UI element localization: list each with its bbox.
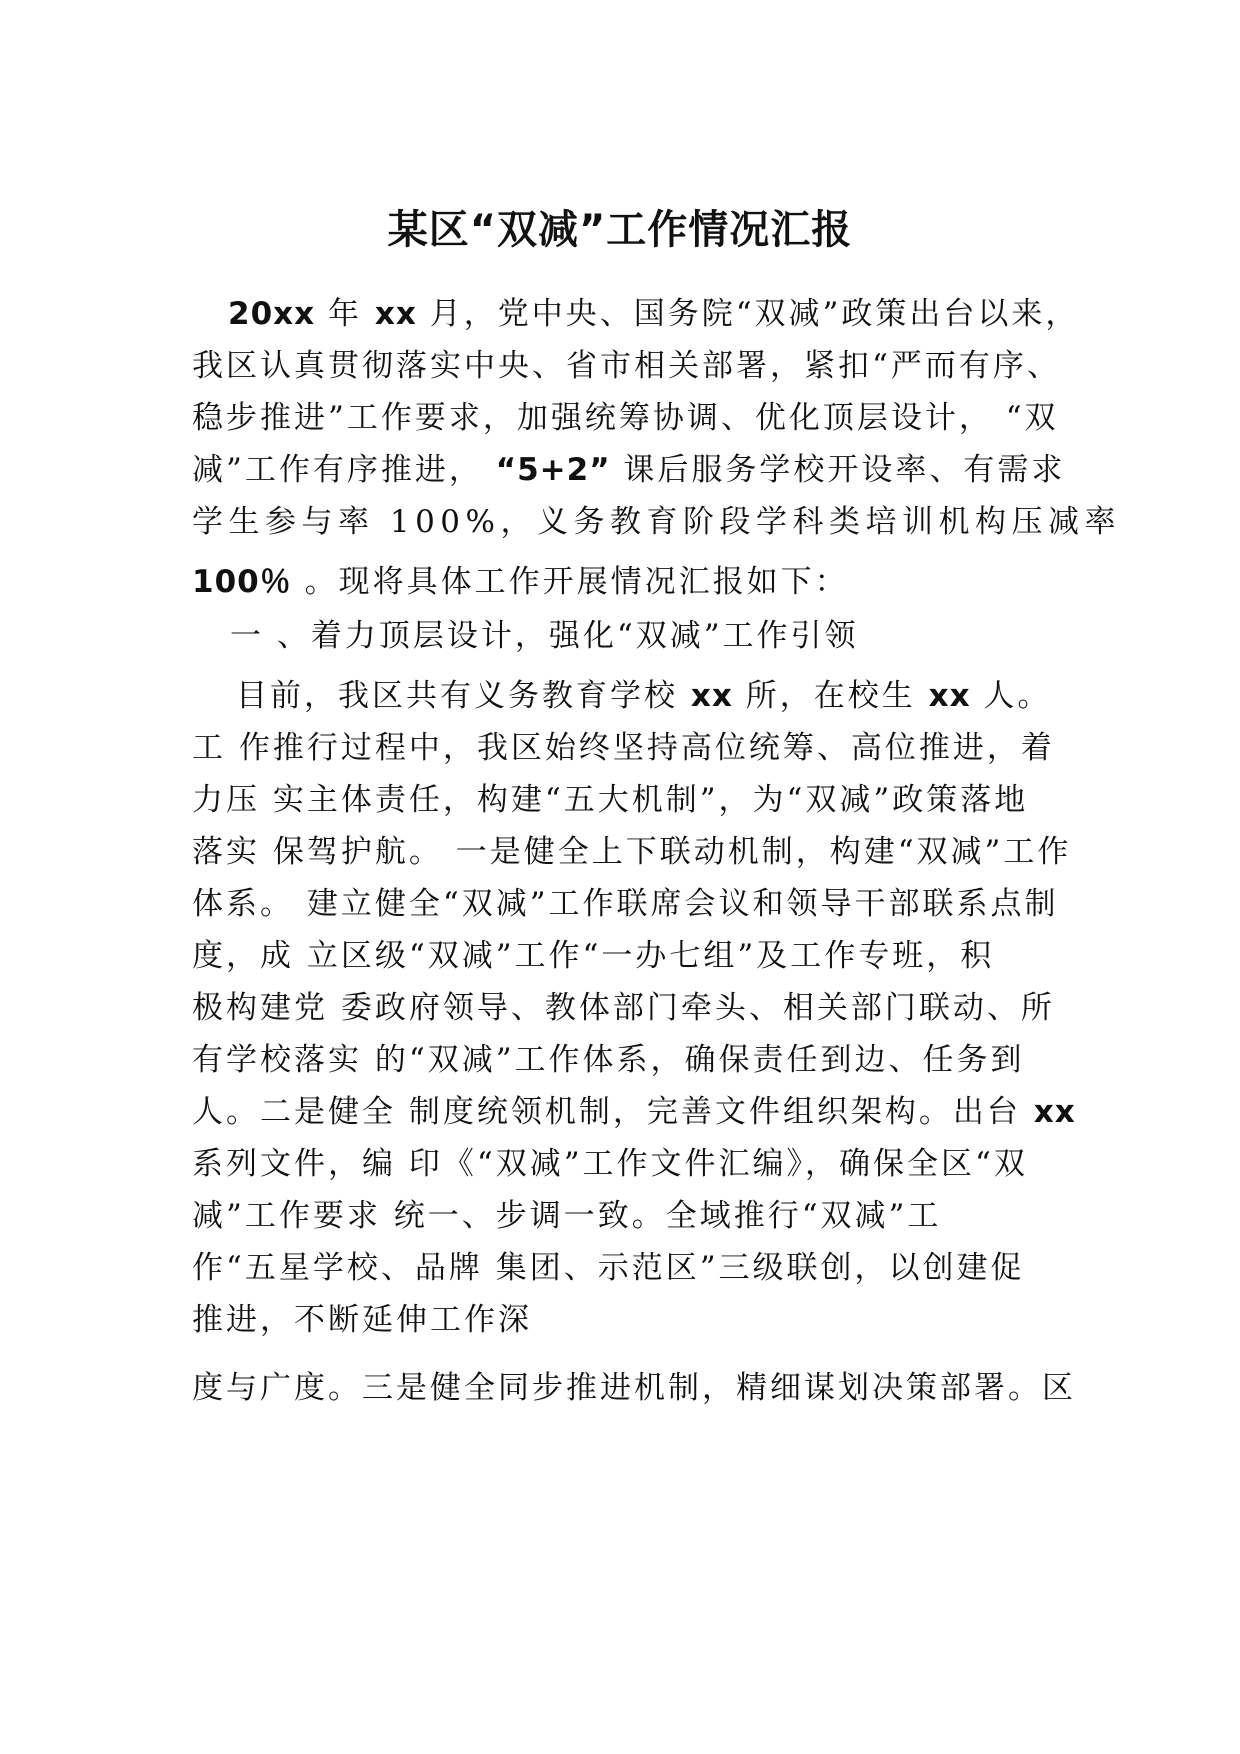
paragraph-line: 作“五星学校、品牌 集团、示范区”三级联创，以创建促 <box>192 1250 1025 1286</box>
paragraph-line: 稳步推进”工作要求，加强统筹协调、优化顶层设计， “双 <box>192 400 1059 436</box>
paragraph-line: 极构建党 委政府领导、教体部门牵头、相关部门联动、所 <box>192 990 1055 1026</box>
paragraph-line: 度与广度。三是健全同步推进机制，精细谋划决策部署。区 <box>192 1370 1076 1406</box>
section-heading: 一 、着力顶层设计，强化“双减”工作引领 <box>230 618 859 654</box>
paragraph-line: 系列文件，编 印《“双减”工作文件汇编》，确保全区“双 <box>192 1146 1028 1182</box>
paragraph-line: 体系。 建立健全“双减”工作联席会议和领导干部联系点制 <box>192 886 1059 922</box>
paragraph-line: 推进，不断延伸工作深 <box>192 1302 532 1338</box>
paragraph-line: 100％ 。现将具体工作开展情况汇报如下： <box>192 564 849 600</box>
paragraph-line: 减”工作有序推进， “5+2” 课后服务学校开设率、有需求 <box>192 452 1066 488</box>
paragraph-line: 目前，我区共有义务教育学校 xx 所，在校生 xx 人。 <box>236 678 1052 714</box>
paragraph-line: 我区认真贯彻落实中央、省市相关部署，紧扣“严而有序、 <box>192 348 1061 384</box>
paragraph-line: 度，成 立区级“双减”工作“一办七组”及工作专班，积 <box>192 938 995 974</box>
paragraph-line: 力压 实主体责任，构建“五大机制”，为“双减”政策落地 <box>192 782 1029 818</box>
paragraph-line: 减”工作要求 统一、步调一致。全域推行“双减”工 <box>192 1198 942 1234</box>
paragraph-line: 人。二是健全 制度统领机制，完善文件组织架构。出台 xx <box>192 1094 1076 1130</box>
paragraph-line: 20xx 年 xx 月，党中央、国务院“双减”政策出台以来， <box>228 296 1080 332</box>
paragraph-line: 落实 保驾护航。 一是健全上下联动机制，构建“双减”工作 <box>192 834 1072 870</box>
five-plus-two-text: “5+2” <box>495 452 611 488</box>
document-title: 某区“双减”工作情况汇报 <box>387 207 853 253</box>
month-text: xx <box>374 296 417 332</box>
paragraph-line: 工 作推行过程中，我区始终坚持高位统筹、高位推进，着 <box>192 730 1055 766</box>
paragraph-line: 学生参与率 100%，义务教育阶段学科类培训机构压减率 <box>192 504 1121 540</box>
year-text: 20xx <box>228 296 316 332</box>
paragraph-line: 有学校落实 的“双减”工作体系，确保责任到边、任务到 <box>192 1042 1025 1078</box>
percent-text: 100％ <box>192 564 292 600</box>
